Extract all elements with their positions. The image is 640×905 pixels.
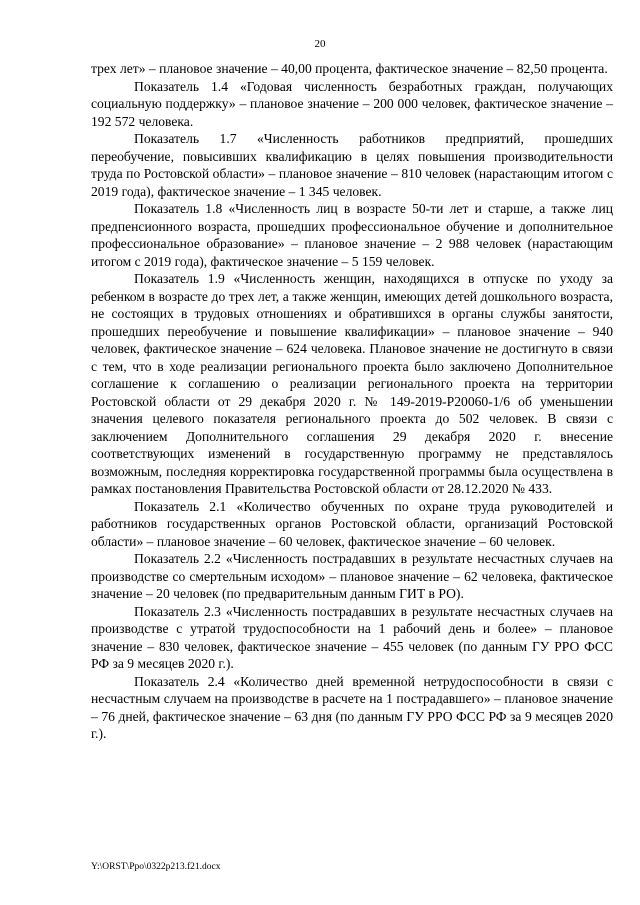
- paragraph-indicator-1-4: Показатель 1.4 «Годовая численность безработных граждан, получающих социальную поддержку» – плановое значение – 200 000 человек, фактическое значение – 192 572 человека.: [91, 78, 613, 129]
- paragraph-indicator-2-2: Показатель 2.2 «Численность пострадавших в результате несчастных случаев на производстве со смертельным исходом» – плановое значение – 62 человека, фактическое значение – 20 человек (по предварительным данным ГИТ в РО).: [91, 551, 613, 601]
- paragraph-continuation: трех лет» – плановое значение – 40,00 процента, фактическое значение – 82,50 процента.: [91, 61, 608, 76]
- paragraph-indicator-1-8: Показатель 1.8 «Численность лиц в возрасте 50-ти лет и старше, а также лиц предпенсионного возраста, прошедших профессиональное обучение и дополнительное профессиональное образование» – плановое значение – 2 988 человек (нарастающим итогом с 2019 года), фактическое значение – 5 159 человек.: [91, 201, 613, 269]
- paragraph-indicator-1-7: Показатель 1.7 «Численность работников предприятий, прошедших переобучение, повысивших квалификацию в целях повышения производительности труда по Ростовской области» – плановое значение – 810 человек (нарастающим итогом с 2019 года), фактическое значение – 1 345 человек.: [91, 131, 613, 199]
- page-number: 20: [314, 38, 326, 50]
- paragraph-indicator-2-4: Показатель 2.4 «Количество дней временной нетрудоспособности в связи с несчастным случаем на производстве в расчете на 1 пострадавшего» – плановое значение – 76 дней, фактическое значение – 63 дня (по данным ГУ РРО ФСС РФ за 9 месяцев 2020 г.).: [91, 673, 613, 741]
- paragraph-indicator-2-1: Показатель 2.1 «Количество обученных по охране труда руководителей и работников государственных органов Ростовской области, организаций Ростовской области» – плановое значение – 60 человек, фактическое значение – 60 человек.: [91, 498, 613, 549]
- paragraph-indicator-2-3: Показатель 2.3 «Численность пострадавших в результате несчастных случаев на производстве с утратой трудоспособности на 1 рабочий день и более» – плановое значение – 830 человек, фактическое значение – 455 человек (по данным ГУ РРО ФСС РФ за 9 месяцев 2020 г.).: [91, 603, 613, 671]
- document-body: [91, 60, 613, 743]
- file-path-footer: Y:\ORST\Ppo\0322p213.f21.docx: [91, 862, 221, 872]
- paragraph-indicator-1-9: Показатель 1.9 «Численность женщин, находящихся в отпуске по уходу за ребенком в возрасте до трех лет, а также женщин, имеющих детей дошкольного возраста, не состоящих в трудовых отношениях и обратившихся в органы службы занятости, прошедших переобучение и повышение квалификации» – плановое значение – 940 человек, фактическое значение – 624 человека. Плановое значение не достигнуто в связи с тем, что в ходе реализации регионального проекта было заключено Дополнительное соглашение к соглашению о реализации регионального проекта на территории Ростовской области от 29 декабря 2020 г. № 149-2019-Р20060-1/6 об уменьшении значения целевого показателя регионального проекта до 502 человек. В связи с заключением Дополнительного соглашения 29 декабря 2020 г. внесение соответствующих изменений в государственную программу не представлялось возможным, последняя корректировка государственной программы была осуществлена в рамках постановления Правительства Ростовской области от 28.12.2020 № 433.: [91, 271, 613, 496]
